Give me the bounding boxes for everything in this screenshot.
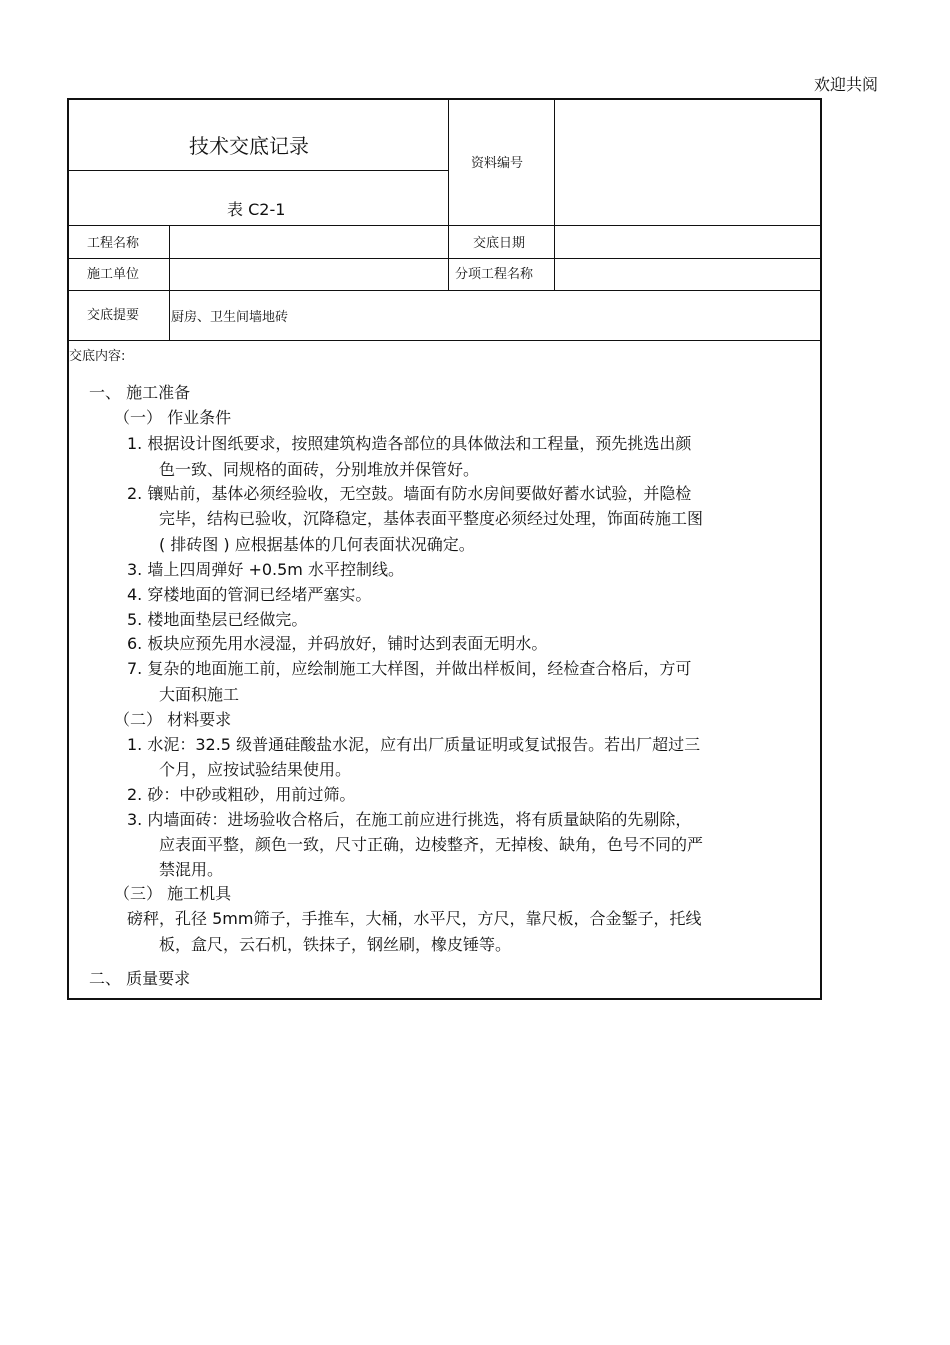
list-item: 3. 内墙面砖：进场验收合格后，在施工前应进行挑选，将有质量缺陷的先剔除， (127, 810, 692, 829)
project-name-label: 工程名称 (87, 236, 140, 251)
content-label: 交底内容: (69, 349, 126, 364)
sub-project-label: 分项工程名称 (455, 267, 534, 282)
divider-h (69, 170, 448, 171)
list-item: 5. 楼地面垫层已经做完。 (127, 610, 308, 629)
list-item: 大面积施工 (159, 685, 240, 704)
list-item: 个月，应按试验结果使用。 (159, 760, 352, 779)
subsection-heading: （三） 施工机具 (114, 884, 232, 903)
list-item: 1. 水泥：32.5 级普通硅酸盐水泥，应有出厂质量证明或复试报告。若出厂超过三 (127, 735, 701, 754)
divider-h (69, 340, 820, 341)
form-title: 技术交底记录 (189, 134, 309, 158)
list-item: 2. 镶贴前，基体必须经验收，无空鼓。墙面有防水房间要做好蓄水试验，并隐检 (127, 484, 692, 503)
date-label: 交底日期 (473, 236, 526, 251)
summary-label: 交底提要 (87, 308, 140, 323)
paragraph: 磅秤，孔径 5mm筛子，手推车，大桶，水平尺，方尺，靠尺板，合金錾子，托线 (127, 909, 702, 928)
list-item: ( 排砖图 ) 应根据基体的几何表面状况确定。 (159, 535, 475, 554)
header-note: 欢迎共阅 (813, 75, 878, 94)
list-item: 7. 复杂的地面施工前，应绘制施工大样图，并做出样板间，经检查合格后，方可 (127, 659, 692, 678)
list-item: 2. 砂：中砂或粗砂，用前过筛。 (127, 785, 356, 804)
form-number: 表 C2-1 (227, 200, 286, 219)
section-heading: 二、 质量要求 (89, 969, 191, 988)
section-heading: 一、 施工准备 (89, 383, 191, 402)
divider-v (448, 100, 449, 290)
divider-h (69, 258, 820, 259)
list-item: 4. 穿楼地面的管洞已经堵严塞实。 (127, 585, 372, 604)
doc-no-label: 资料编号 (471, 156, 524, 171)
unit-label: 施工单位 (87, 267, 140, 282)
list-item: 色一致、同规格的面砖，分别堆放并保管好。 (159, 460, 480, 479)
list-item: 应表面平整，颜色一致，尺寸正确，边棱整齐，无掉梭、缺角，色号不同的严 (159, 835, 704, 854)
paragraph: 板，盒尺，云石机，铁抹子，钢丝刷，橡皮锤等。 (159, 935, 512, 954)
list-item: 1. 根据设计图纸要求，按照建筑构造各部位的具体做法和工程量，预先挑选出颜 (127, 434, 692, 453)
list-item: 禁混用。 (159, 860, 224, 879)
list-item: 6. 板块应预先用水浸湿，并码放好，铺时达到表面无明水。 (127, 634, 548, 653)
form-frame (67, 98, 822, 1000)
summary-value: 厨房、卫生间墙地砖 (171, 310, 289, 325)
subsection-heading: （二） 材料要求 (114, 710, 232, 729)
divider-h (69, 290, 820, 291)
divider-h (69, 225, 820, 226)
divider-v (554, 100, 555, 290)
list-item: 完毕，结构已验收，沉降稳定，基体表面平整度必须经过处理，饰面砖施工图 (159, 509, 704, 528)
subsection-heading: （一） 作业条件 (114, 408, 232, 427)
list-item: 3. 墙上四周弹好 +0.5m 水平控制线。 (127, 560, 404, 579)
divider-v (169, 225, 170, 340)
